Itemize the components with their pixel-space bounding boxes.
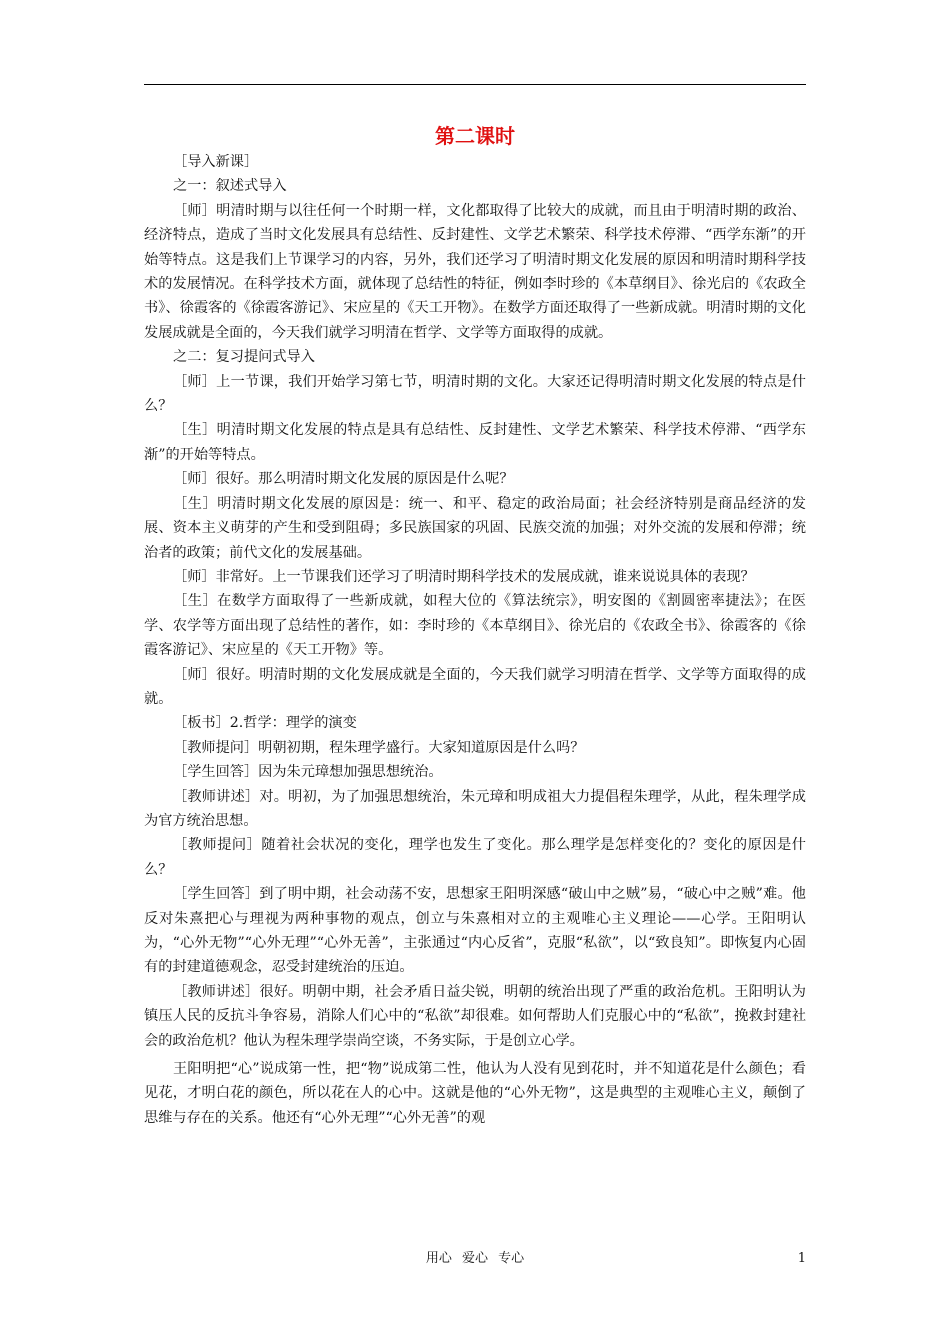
document-body bbox=[144, 150, 806, 1130]
paragraph-teacher-transition: ［师］很好。明清时期的文化发展成就是全面的，今天我们就学习明清在哲学、文学等方面取得的成就。 bbox=[144, 666, 806, 707]
paragraph-teacher-question-1: ［师］上一节课，我们开始学习第七节，明清时期的文化。大家还记得明清时期文化发展的特点是什么？ bbox=[144, 373, 806, 415]
footer-motto: 用心 爱心 专心 bbox=[425, 1251, 525, 1266]
paragraph-student-answer-3: ［生］在数学方面取得了一些新成就，如程大位的《算法统宗》，明安图的《割圆密率捷法》；在医学、农学等方面出现了总结性的著作，如：李时珍的《本草纲目》、徐光启的《农政全书》、徐霞客的《徐霞客游记》、宋应星的《天工开物》等。 bbox=[144, 593, 806, 659]
paragraph-teacher-question-3: ［师］非常好。上一节课我们还学习了明清时期科学技术的发展成就，谁来说说具体的表现？ bbox=[173, 568, 755, 585]
paragraph-teacher-ask-2: ［教师提问］随着社会状况的变化，理学也发生了变化。那么理学是怎样变化的？变化的原因是什么？ bbox=[144, 837, 806, 878]
paragraph-teacher-explain-2: ［教师讲述］很好。明朝中期，社会矛盾日益尖锐，明朝的统治出现了严重的政治危机。王阳明认为镇压人民的反抗斗争容易，消除人们心中的“私欲”却很难。如何帮助人们克服心中的“私欲”，挽救封建社会的政治危机？他认为程朱理学崇尚空谈，不务实际，于是创立心学。 bbox=[144, 983, 807, 1049]
paragraph-student-answer-2: ［生］明清时期文化发展的原因是：统一、和平、稳定的政治局面；社会经济特别是商品经济的发展、资本主义萌芽的产生和受到阻碍；多民族国家的巩固、民族交流的加强；对外交流的发展和停滞；统治者的政策；前代文化的发展基础。 bbox=[144, 495, 806, 561]
paragraph-teacher-question-2: ［师］很好。那么明清时期文化发展的原因是什么呢？ bbox=[173, 471, 514, 488]
paragraph-teacher-explain-1: ［教师讲述］对。明初，为了加强思想统治，朱元璋和明成祖大力提倡程朱理学，从此，程朱理学成为官方统治思想。 bbox=[144, 788, 806, 829]
header-rule bbox=[144, 84, 806, 85]
paragraph-teacher-ask-1: ［教师提问］明朝初期，程朱理学盛行。大家知道原因是什么吗？ bbox=[173, 739, 585, 756]
subheading-review-intro: 之二：复习提问式导入 bbox=[173, 349, 315, 366]
page-number: 1 bbox=[797, 1251, 806, 1266]
paragraph-student-reply-1: ［学生回答］因为朱元璋想加强思想统治。 bbox=[173, 764, 443, 781]
paragraph-board-note: ［板书］2.哲学：理学的演变 bbox=[173, 715, 357, 732]
paragraph-student-reply-2: ［学生回答］到了明中期，社会动荡不安，思想家王阳明深感“破山中之贼”易，“破心中之贼”难。他反对朱熹把心与理视为两种事物的观点，创立与朱熹相对立的主观唯心主义理论——心学。王阳明认为，“心外无物”“心外无理”“心外无善”，主张通过“内心反省”，克服“私欲”，以“致良知”。即恢复内心固有的封建道德观念，忍受封建统治的压迫。 bbox=[144, 886, 806, 976]
page-title: 第二课时 bbox=[435, 124, 515, 148]
paragraph-wang-yangming: 王阳明把“心”说成第一性，把“物”说成第二性，他认为人没有见到花时，并不知道花是什么颜色；看见花，才明白花的颜色，所以花在人的心中。这就是他的“心外无物”，这是典型的主观唯心主义，颠倒了思维与存在的关系。他还有“心外无理”“心外无善”的观 bbox=[144, 1061, 806, 1126]
section-heading-intro: ［导入新课］ bbox=[173, 154, 259, 170]
paragraph-teacher-narrative: ［师］明清时期与以往任何一个时期一样，文化都取得了比较大的成就，而且由于明清时期的政治、经济特点，造成了当时文化发展具有总结性、反封建性、文学艺术繁荣、科学技术停滞、“西学东渐”的开始等特点。这是我们上节课学习的内容，另外，我们还学习了明清时期文化发展的原因和明清时期科学技术的发展情况。在科学技术方面，就体现了总结性的特征，例如李时珍的《本草纲目》、徐光启的《农政全书》、徐霞客的《徐霞客游记》、宋应星的《天工开物》。在数学方面还取得了一些新成就。明清时期的文化发展成就是全面的，今天我们就学习明清在哲学、文学等方面取得的成就。 bbox=[144, 202, 806, 341]
subheading-narrative-intro: 之一：叙述式导入 bbox=[173, 178, 287, 195]
paragraph-student-answer-1: ［生］明清时期文化发展的特点是具有总结性、反封建性、文学艺术繁荣、科学技术停滞、“西学东渐”的开始等特点。 bbox=[144, 422, 806, 463]
